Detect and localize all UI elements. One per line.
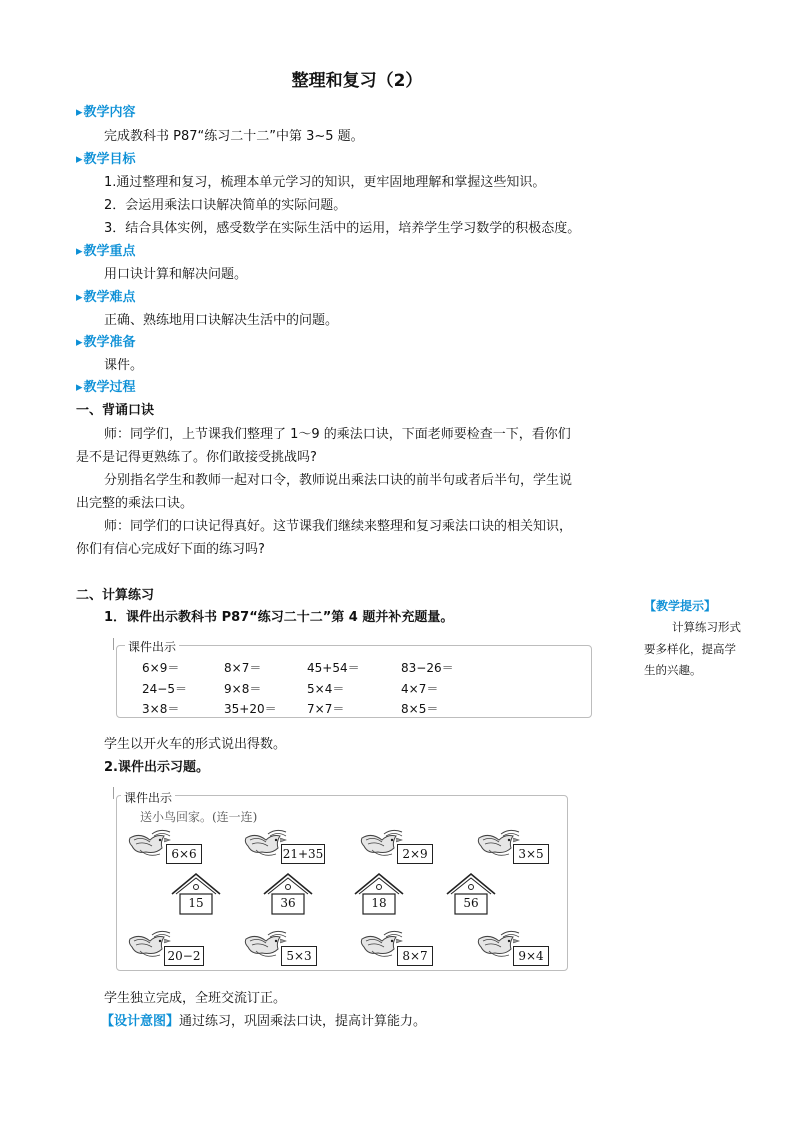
bird-label-bottom[interactable]: 8×7 <box>397 946 433 966</box>
bird-label-top[interactable]: 2×9 <box>397 844 433 864</box>
teaching-hint-line-3: 生的兴趣。 <box>644 663 702 677</box>
house-number[interactable]: 56 <box>463 896 479 910</box>
goal-item-1: 1.通过整理和复习，梳理本单元学习的知识，更牢固地理解和掌握这些知识。 <box>104 175 546 190</box>
key-text: 用口诀计算和解决问题。 <box>104 267 248 282</box>
house-number[interactable]: 18 <box>371 896 387 910</box>
part1-p2-line2: 出完整的乘法口诀。 <box>76 496 194 511</box>
part1-heading: 一、背诵口诀 <box>76 403 155 418</box>
bird-label-bottom[interactable]: 20−2 <box>164 946 204 966</box>
bird-label-top[interactable]: 21+35 <box>281 844 325 864</box>
part1-p1-line2: 是不是记得更熟练了。你们敢接受挑战吗? <box>76 450 317 465</box>
goal-item-2: 2．会运用乘法口诀解决简单的实际问题。 <box>104 198 347 213</box>
section-heading-prep: ▸ 教学准备 <box>76 331 136 350</box>
after-task2-text: 学生独立完成，全班交流订正。 <box>104 991 287 1006</box>
house-number[interactable]: 36 <box>280 896 296 910</box>
panel-1-label: 课件出示 <box>125 638 179 655</box>
grid-cell: 24−5＝ <box>142 682 187 696</box>
grid-cell: 5×4＝ <box>307 682 345 696</box>
grid-cell: 4×7＝ <box>401 682 439 696</box>
grid-cell: 45+54＝ <box>307 661 360 675</box>
house-number[interactable]: 15 <box>188 896 204 910</box>
section-heading-content: ▸ 教学内容 <box>76 101 136 120</box>
grid-cell: 35+20＝ <box>224 702 277 716</box>
teaching-hint-line-1: 计算练习形式 <box>672 620 741 634</box>
grid-cell: 6×9＝ <box>142 661 180 675</box>
grid-cell: 8×5＝ <box>401 702 439 716</box>
section-heading-key: ▸ 教学重点 <box>76 240 136 259</box>
grid-cell: 8×7＝ <box>224 661 262 675</box>
panel-2-label: 课件出示 <box>121 789 175 806</box>
section-heading-goals: ▸ 教学目标 <box>76 148 136 167</box>
content-text: 完成教科书 P87“练习二十二”中第 3~5 题。 <box>104 129 364 144</box>
page-title: 整理和复习（2） <box>291 71 423 91</box>
after-task1-text: 学生以开火车的形式说出得数。 <box>104 737 287 752</box>
task1-text: 1．课件出示教科书 P87“练习二十二”第 4 题并补充题量。 <box>104 610 454 625</box>
courseware-panel-1 <box>116 645 592 718</box>
section-heading-difficulty: ▸ 教学难点 <box>76 286 136 305</box>
grid-cell: 7×7＝ <box>307 702 345 716</box>
goal-item-3: 3．结合具体实例，感受数学在实际生活中的运用，培养学生学习数学的积极态度。 <box>104 221 581 236</box>
prep-text: 课件。 <box>104 358 144 373</box>
design-intent <box>101 1010 426 1029</box>
grid-cell: 83−26＝ <box>401 661 454 675</box>
part2-heading: 二、计算练习 <box>76 588 155 603</box>
part1-p3-line1: 师：同学们的口诀记得真好。这节课我们继续来整理和复习乘法口诀的相关知识， <box>104 519 573 534</box>
teaching-hint-heading: 【教学提示】 <box>644 599 717 613</box>
bird-label-bottom[interactable]: 9×4 <box>513 946 549 966</box>
part1-p3-line2: 你们有信心完成好下面的练习吗? <box>76 542 265 557</box>
grid-cell: 9×8＝ <box>224 682 262 696</box>
bird-label-bottom[interactable]: 5×3 <box>281 946 317 966</box>
bird-label-top[interactable]: 6×6 <box>166 844 202 864</box>
bird-label-top[interactable]: 3×5 <box>513 844 549 864</box>
teaching-hint-line-2: 要多样化，提高学 <box>644 642 736 656</box>
panel-2-tick <box>113 787 114 799</box>
part1-p2-line1: 分别指名学生和教师一起对口令，教师说出乘法口诀的前半句或者后半句，学生说 <box>104 473 573 488</box>
difficulty-text: 正确、熟练地用口诀解决生活中的问题。 <box>104 313 339 328</box>
grid-cell: 3×8＝ <box>142 702 180 716</box>
instruction-text: 送小鸟回家。(连一连) <box>140 810 258 824</box>
design-intent-text: 通过练习，巩固乘法口诀，提高计算能力。 <box>179 1014 427 1029</box>
design-intent-label: 【设计意图】 <box>101 1014 180 1029</box>
part1-p1-line1: 师：同学们，上节课我们整理了 1～9 的乘法口诀，下面老师要检查一下，看你们 <box>104 427 571 442</box>
panel-1-tick <box>113 638 114 650</box>
task2-text: 2.课件出示习题。 <box>104 760 209 775</box>
section-heading-process: ▸ 教学过程 <box>76 376 136 395</box>
